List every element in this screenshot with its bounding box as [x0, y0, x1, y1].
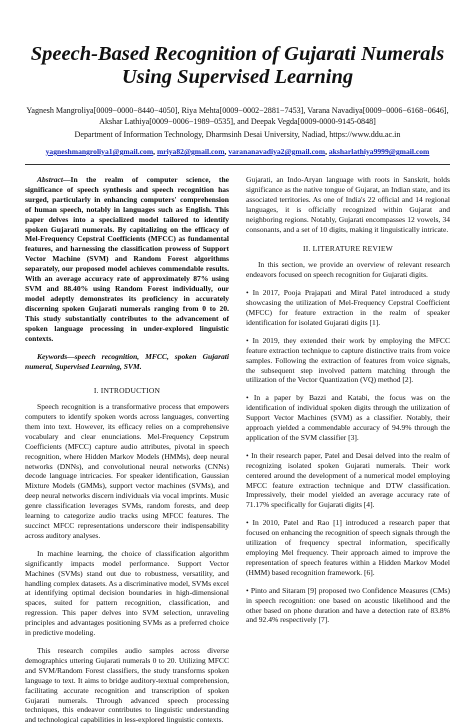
- title-line-1: Speech-Based Recognition of Gujarati Numerals: [30, 43, 445, 65]
- abstract: [25, 175, 229, 343]
- author-list: [25, 105, 450, 127]
- title-line-2: Using Supervised Learning: [121, 66, 354, 88]
- left-column: [25, 175, 229, 725]
- literature-item: • In 2017, Pooja Prajapati and Miral Patel introduced a study showcasing the utilization of Mel-Frequency Cepstral Coefficient (MFCC) for feature extraction in the realm of speaker identification for isolated Gujarati digits [1].: [246, 288, 450, 327]
- two-column-body: [25, 175, 450, 725]
- abstract-lead: Abstract: [37, 175, 63, 184]
- paper-title: [25, 0, 450, 89]
- intro-paragraph-3: This research compiles audio samples across diverse demographics uttering Gujarati numerals 0 to 20. Utilizing MFCC and SVM/Random Forest classifiers, the study transforms spoken language to text. It aims to bridge auditory-textual comprehension, facilitating accurate recognition and transcription of spoken Gujarati numerals. Through advanced speech processing techniques, this endeavor contributes to linguistic understanding and technological capabilities in less-explored linguistic contexts.: [25, 645, 229, 725]
- keywords: Keywords—speech recognition, MFCC, spoken Gujarati numeral, Supervised Learning, SVM.: [25, 352, 229, 372]
- literature-item: • In 2019, they extended their work by employing the MFCC feature extraction technique to capture distinctive traits from voice samples. Following the extraction of features from voice signals, the subsequent step involved pattern matching through the utilization of the Vector Quantization (VQ) method [2].: [246, 335, 450, 385]
- gujarati-paragraph: Gujarati, an Indo-Aryan language with roots in Sanskrit, holds significance as the native tongue of Gujarat, an Indian state, and its associated territories. As one of India's 22 official and 14 regional languages, it is officially recognized within Gujarat and neighboring regions. Notably, Gujarati encompasses 12 vowels, 34 consonants, and a set of 10 digits, making it linguistically intricate.: [246, 175, 450, 234]
- email-link-4[interactable]: aksharlathiya9999@gmail.com: [328, 147, 430, 156]
- section-heading-introduction: I. INTRODUCTION: [93, 386, 161, 396]
- email-sep: ,: [153, 147, 157, 156]
- header-divider: [25, 164, 450, 165]
- email-link-1[interactable]: yagneshmangroliya1@gmail.com: [45, 147, 154, 156]
- authors-line-2: Akshar Lathiya[0009−0006−1989−0535], and Deepak Vegda[0009-0000-9145-0848]: [99, 117, 376, 126]
- section-heading-literature-review: II. LITERATURE REVIEW: [303, 244, 393, 254]
- literature-item: • In a paper by Bazzi and Katabi, the focus was on the identification of individual spoken digits through the utilization of Support Vector Machines (SVM) as a classifier. Notably, their approach yielded a commendable accuracy of 94.9% through the application of the SVM classifier [3].: [246, 393, 450, 442]
- authors-line-1: Yagnesh Mangroliya[0009−0000−8440−4050], Riya Mehta[0009−0002−2881−7453], Varana Navadiya[0009−0006−6168−0646],: [26, 106, 449, 115]
- literature-item: • Pinto and Sitaram [9] proposed two Confidence Measures (CMs) in speech recognition: one based on acoustic likelihood and the other based on phone duration and have a detection rate of 83.8% and 92.4% respectively [7].: [246, 585, 450, 625]
- literature-item: • In their research paper, Patel and Desai delved into the realm of recognizing isolated spoken Gujarati numerals. Their work centered around the development of a numerical model employing MFCC feature extraction technique and DTW classification. Impressively, their model yielded an average accuracy rate of 71.17% specifically for Gujarati digits [4].: [246, 450, 450, 510]
- right-column: [246, 175, 450, 725]
- intro-paragraph-1: Speech recognition is a transformative process that empowers computers to identify spoken words across languages, converting them into text. However, its efficacy relies on a comprehensive vocabulary and clear enunciations. Mel-Frequency Cepstrum Coefficients (MFCC) capture audio attributes, pivotal in speech recognition, where Hidden Markov Models (HMMs), deep neural networks (DNNs), and convolutional neural networks (CNNs) decode language intricacies. For speaker identification, Gaussian Mixture Models (GMMs), support vector machines (SVMs), and deep neural networks discern individuals via vocal imprints. Music genre classification leverages SVMs, random forests, and deep learning to categorize audio tracks using MFCC features. The succinct MFCC representations underscore their indispensability across auditory analyses.: [25, 402, 229, 540]
- email-link-2[interactable]: mriya82@gmail.com: [156, 147, 225, 156]
- literature-item: • In 2010, Patel and Rao [1] introduced a research paper that focused on enhancing the recognition of speech signals through the utilization of frequency spectral information, specifically employing Mel frequency. Their approach aimed to improve the representation of speech features within a Hidden Markov Model (HMM) based recognition framework. [6].: [246, 518, 450, 577]
- email-sep: ,: [325, 147, 329, 156]
- literature-intro: In this section, we provide an overview of relevant research endeavors focused on speech recognition for Gujarati digits.: [246, 260, 450, 280]
- email-sep: ,: [224, 147, 229, 156]
- abstract-body: —In the realm of computer science, the significance of speech synthesis and speech recognition has surged, particularly in enhancing computers' comprehension of human speech, notably in languages such as English. This paper delves into a specialized model tailored to identify spoken Gujarati numerals. By capitalizing on the efficacy of Mel-Frequency Cepstral Coefficients (MFCC) as fundamental features, and harnessing the classification prowess of Support Vector Machine (SVM) and Random Forest algorithms separately, our proposed model achieves commendable results. With an average accuracy rate of approximately 87% using SVM and 88.40% using Random Forest individually, our model adeptly demonstrates its proficiency in accurately discerning spoken Gujarati numerals ranging from 0 to 20. This study substantially contributes to the advancement of spoken language processing in under-explored linguistic contexts.: [25, 175, 229, 343]
- affiliation: Department of Information Technology, Dharmsinh Desai University, Nadiad, https://www.ddu.ac.in: [74, 130, 401, 139]
- email-list: [25, 146, 450, 157]
- intro-paragraph-2: In machine learning, the choice of classification algorithm significantly impacts model performance. Support Vector Machines (SVMs) stand out due to robustness, versatility, and handling complex datasets. As a discriminative model, SVMs excel at identifying optimal decision boundaries in high-dimensional spaces, suited for pattern recognition, classification, and regression. This paper delves into SVM selection, unraveling principles and advantages positioning SVMs as a preferred choice in predictive modeling.: [25, 548, 229, 638]
- email-link-3[interactable]: varananavadiya2@gmail.com: [228, 147, 326, 156]
